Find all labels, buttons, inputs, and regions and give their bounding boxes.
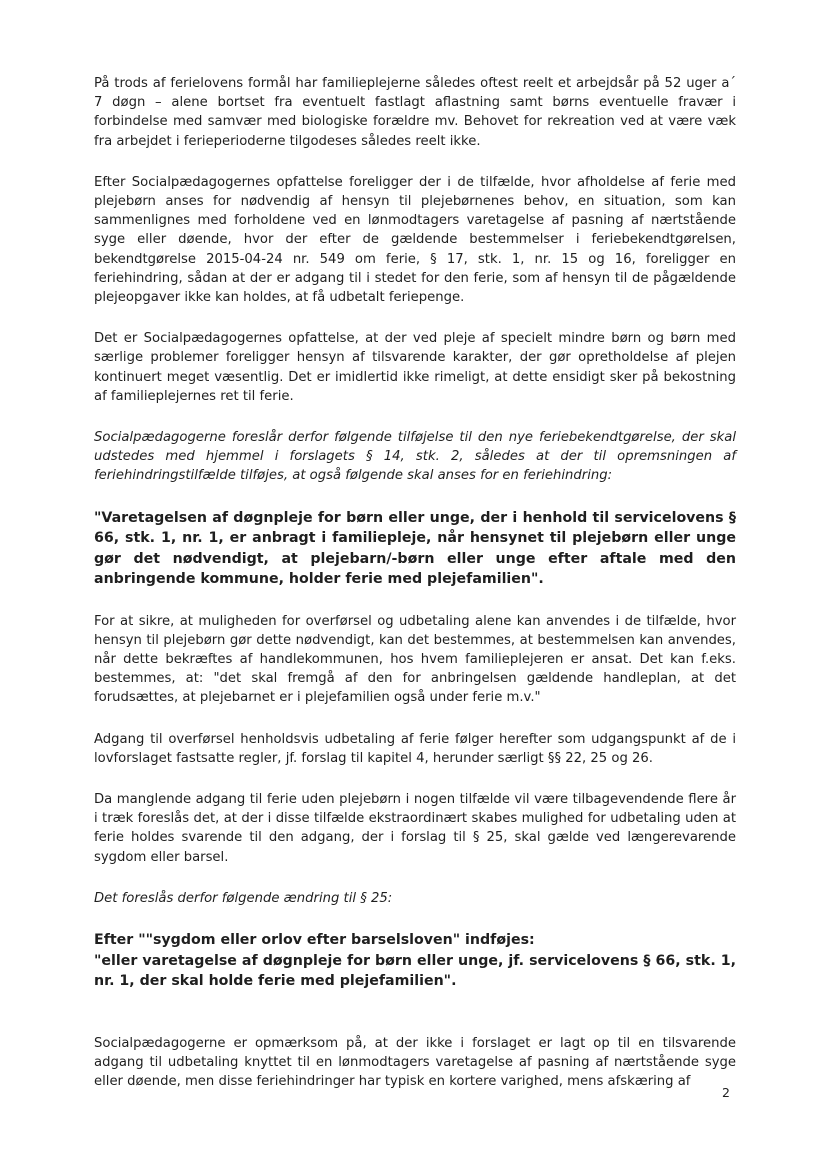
- paragraph-sikring: For at sikre, at muligheden for overførsel og udbetaling alene kan anvendes i de tilfælde, hvor hensyn til plejebørn gør dette nødvendigt, kan det bestemmes, at bestemmelsen kan anvendes, når dette bekræftes af handlekommunen, hos hvem familieplejeren er ansat. Det kan f.eks. bestemmes, at: "det skal fremgå af den for anbringelsen gældende handleplan, at det forudsættes, at plejebarnet er i plejefamilien også under ferie m.v.": [94, 613, 736, 706]
- paragraph-forslag-tekst: "Varetagelsen af døgnpleje for børn eller unge, der i henhold til servicelovens § 66, stk. 1, nr. 1, er anbragt i familiepleje, når hensynet til plejebørn eller unge gør det nødvendigt, at plejebarn/-børn eller unge efter aftale med den anbringende kommune, holder ferie med plejefamilien".: [94, 509, 736, 588]
- document-body: [94, 74, 736, 1113]
- paragraph-aendring-efter: Efter ""sygdom eller orlov efter barselsloven" indføjes:: [94, 932, 535, 949]
- paragraph-feriehindring-opfattelse: Efter Socialpædagogernes opfattelse foreligger der i de tilfælde, hvor afholdelse af ferie med plejebørn anses for nødvendig af hensyn til plejebørnenes behov, en situation, som kan sammenlignes med forholdene ved en lønmodtagers varetagelse af pasning af nærtstående syge eller døende, hvor der efter de gældende bestemmelser i feriebekendtgørelsen, bekendtgørelse 2015-04-24 nr. 549 om ferie, § 17, stk. 1, nr. 15 og 16, foreligger en feriehindring, sådan at der er adgang til i stedet for den ferie, som af hensyn til de pågældende plejeopgaver ikke kan holdes, at få udbetalt feriepenge.: [94, 174, 736, 306]
- paragraph-overfoersel: Adgang til overførsel henholdsvis udbetaling af ferie følger herefter som udgangspunkt af de i lovforslaget fastsatte regler, jf. forslag til kapitel 4, herunder særligt §§ 22, 25 og 26.: [94, 731, 736, 766]
- paragraph-ferielov: På trods af ferielovens formål har familieplejerne således oftest reelt et arbejdsår på 52 uger a´ 7 døgn – alene bortset fra eventuelt fastlagt aflastning samt børns eventuelle fravær i forbindelse med samvær med biologiske forældre mv. Behovet for rekreation ved at være væk fra arbejdet i ferieperioderne tilgodeses således reelt ikke.: [94, 76, 736, 149]
- paragraph-opmaerksom: Socialpædagogerne er opmærksom på, at der ikke i forslaget er lagt op til en tilsvarende adgang til udbetaling knyttet til en lønmodtagers varetagelse af pasning af nærtstående syge eller døende, men disse feriehindringer har typisk en kortere varighed, mens afskæring af: [94, 1035, 736, 1089]
- paragraph-aendring-tekst: "eller varetagelse af døgnpleje for børn eller unge, jf. servicelovens § 66, stk. 1, nr. 1, der skal holde ferie med plejefamilien".: [94, 952, 736, 990]
- paragraph-manglende-adgang: Da manglende adgang til ferie uden plejebørn i nogen tilfælde vil være tilbagevendende flere år i træk foreslås det, at der i disse tilfælde ekstraordinært skabes mulighed for udbetaling uden at ferie holdes svarende til den adgang, der i forslag til § 25, skal gælde ved længerevarende sygdom eller barsel.: [94, 792, 736, 865]
- page-number: 2: [722, 1085, 730, 1100]
- paragraph-pleje-hensyn: Det er Socialpædagogernes opfattelse, at der ved pleje af specielt mindre børn og børn med særlige problemer foreligger hensyn af tilsvarende karakter, der gør opretholdelse af plejen kontinuert meget væsentlig. Det er imidlertid ikke rimeligt, at dette ensidigt sker på bekostning af familieplejernes ret til ferie.: [94, 331, 736, 404]
- paragraph-aendring-intro: Det foreslås derfor følgende ændring til § 25:: [94, 890, 393, 906]
- paragraph-forslag-tilfoejelse: Socialpædagogerne foreslår derfor følgende tilføjelse til den nye feriebekendtgørelse, der skal udstedes med hjemmel i forslagets § 14, stk. 2, således at der til opremsningen af feriehindringstilfælde tilføjes, at også følgende skal anses for en feriehindring:: [94, 430, 736, 484]
